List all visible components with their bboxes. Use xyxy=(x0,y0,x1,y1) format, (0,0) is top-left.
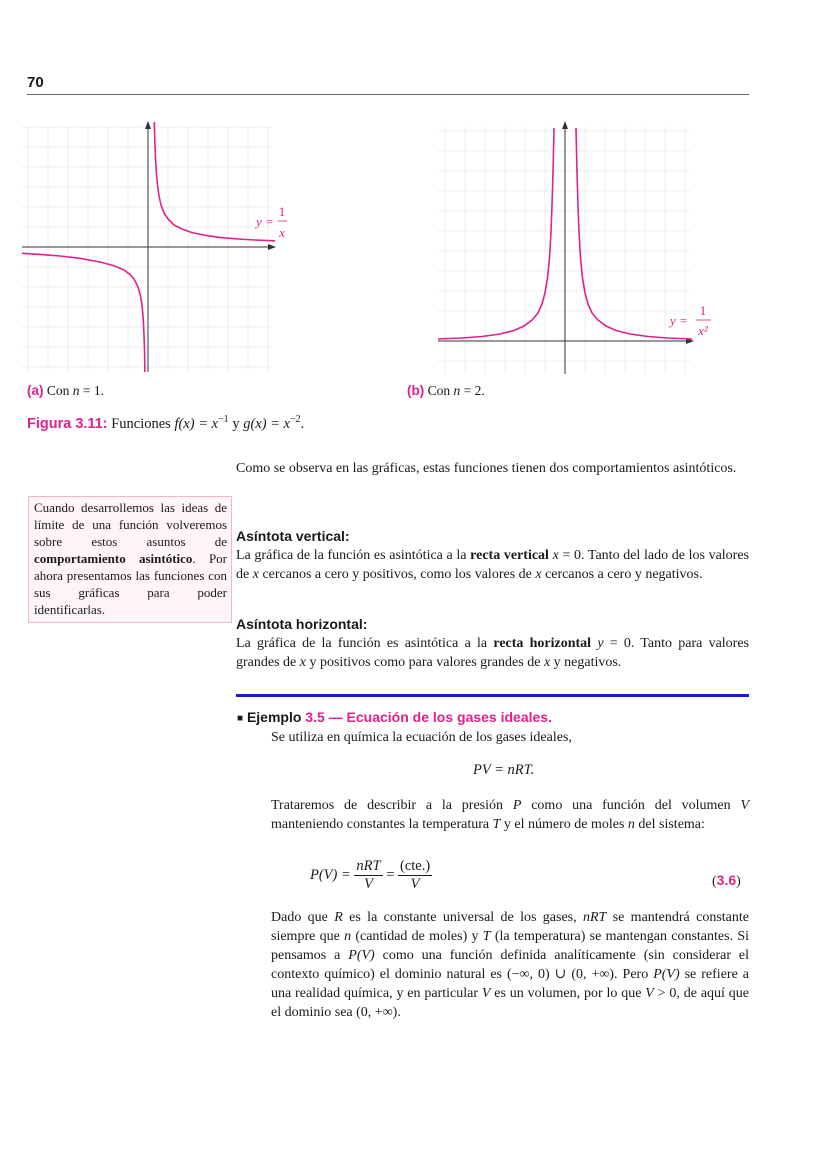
x-axis-arrow-icon xyxy=(268,244,276,250)
horizontal-asymptote-paragraph: La gráfica de la función es asintótica a la recta horizontal y = 0. Tanto para valores grandes de x y positivos como para valores grandes de x y negativos. xyxy=(236,636,749,670)
svg-text:x²: x² xyxy=(698,323,708,338)
graph-inverse-x xyxy=(0,110,410,380)
example-title: ■ Ejemplo 3.5 — Ecuación de los gases ideales. xyxy=(237,709,552,725)
header-rule xyxy=(27,94,749,95)
svg-text:y =: y = xyxy=(670,313,688,328)
example-paragraph-1: Se utiliza en química la ecuación de los gases ideales, xyxy=(271,730,572,745)
fraction-nRT-over-V: $\frac{\text{nRT}}{V}$ xyxy=(356,858,381,892)
figure-caption-tag: Figura 3.11: xyxy=(27,415,108,432)
equation-pressure-volume: P(V) = $\frac{\text{nRT}}{V}$ = $\frac{\text{(cte.)}}{V}$ xyxy=(310,858,431,892)
margin-note: Cuando desarrollemos las ideas de límite de una función volveremos sobre estos asuntos de comportamiento asintótico. Por ahora presentamos las funciones con sus gráficas para poder identificarlas. xyxy=(28,496,232,623)
fraction-cte-over-V: $\frac{\text{(cte.)}}{V}$ xyxy=(400,858,431,892)
subcaption-tag: (a) xyxy=(27,383,44,398)
curve-right-branch xyxy=(576,128,692,339)
svg-text:y =: y = xyxy=(256,214,274,229)
example-separator-rule xyxy=(236,694,749,697)
svg-text:1: 1 xyxy=(278,204,286,219)
y-axis-arrow-icon xyxy=(562,121,568,129)
figure-caption: Figura 3.11: Funciones $f(x) = x^{-1}$ y $g(x) = x^{-2}$. xyxy=(27,414,305,432)
curve-left-branch xyxy=(438,128,554,339)
svg-text:x: x xyxy=(279,225,285,240)
page-number: 70 xyxy=(27,74,44,91)
intro-paragraph: Como se observa en las gráficas, estas funciones tienen dos comportamientos asintóticos. xyxy=(236,461,737,476)
curve-negative-branch xyxy=(22,253,145,372)
curve-label-b xyxy=(668,303,711,338)
bullet-square-icon: ■ xyxy=(237,713,244,724)
vertical-asymptote-paragraph: La gráfica de la función es asintótica a la recta vertical x = 0. Tanto del lado de los valores de x cercanos a cero y positivos, como los valores de x cercanos a cero y negativos. xyxy=(236,548,749,582)
axes xyxy=(22,126,270,372)
subcaption-a: (a) Con n = 1. xyxy=(27,383,105,398)
graph-inverse-x-squared xyxy=(420,110,720,380)
equation-number: (3.6) xyxy=(712,872,741,889)
vertical-asymptote-heading: Asíntota vertical: xyxy=(236,528,350,544)
svg-text:1: 1 xyxy=(699,303,707,318)
horizontal-asymptote-heading: Asíntota horizontal: xyxy=(236,616,368,632)
example-paragraph-3: Dado que R es la constante universal de los gases, nRT se mantendrá constante siempre que n (cantidad de moles) y T (la temperatura) se mantengan constantes. Si pensamos a P(V) como una función definida analíticamente (sin considerar el contexto químico) el dominio natural es (−∞, 0) ∪ (0, +∞). Pero P(V) se refiere a una realidad química, y en particular V es un volumen, por lo que V > 0, de aquí que el dominio sea (0, +∞). xyxy=(271,910,750,1020)
grid xyxy=(22,127,272,372)
equation-ideal-gas: PV = nRT. xyxy=(473,762,535,778)
example-paragraph-2: Trataremos de describir a la presión P como una función del volumen V manteniendo constantes la temperatura T y el número de moles n del sistema: xyxy=(271,798,749,832)
curve-label-a xyxy=(254,204,287,240)
example-number-title: 3.5 — Ecuación de los gases ideales. xyxy=(305,709,552,725)
subcaption-b: (b) Con n = 2. xyxy=(407,383,485,398)
y-axis-arrow-icon xyxy=(145,121,151,129)
subcaption-tag: (b) xyxy=(407,383,425,398)
